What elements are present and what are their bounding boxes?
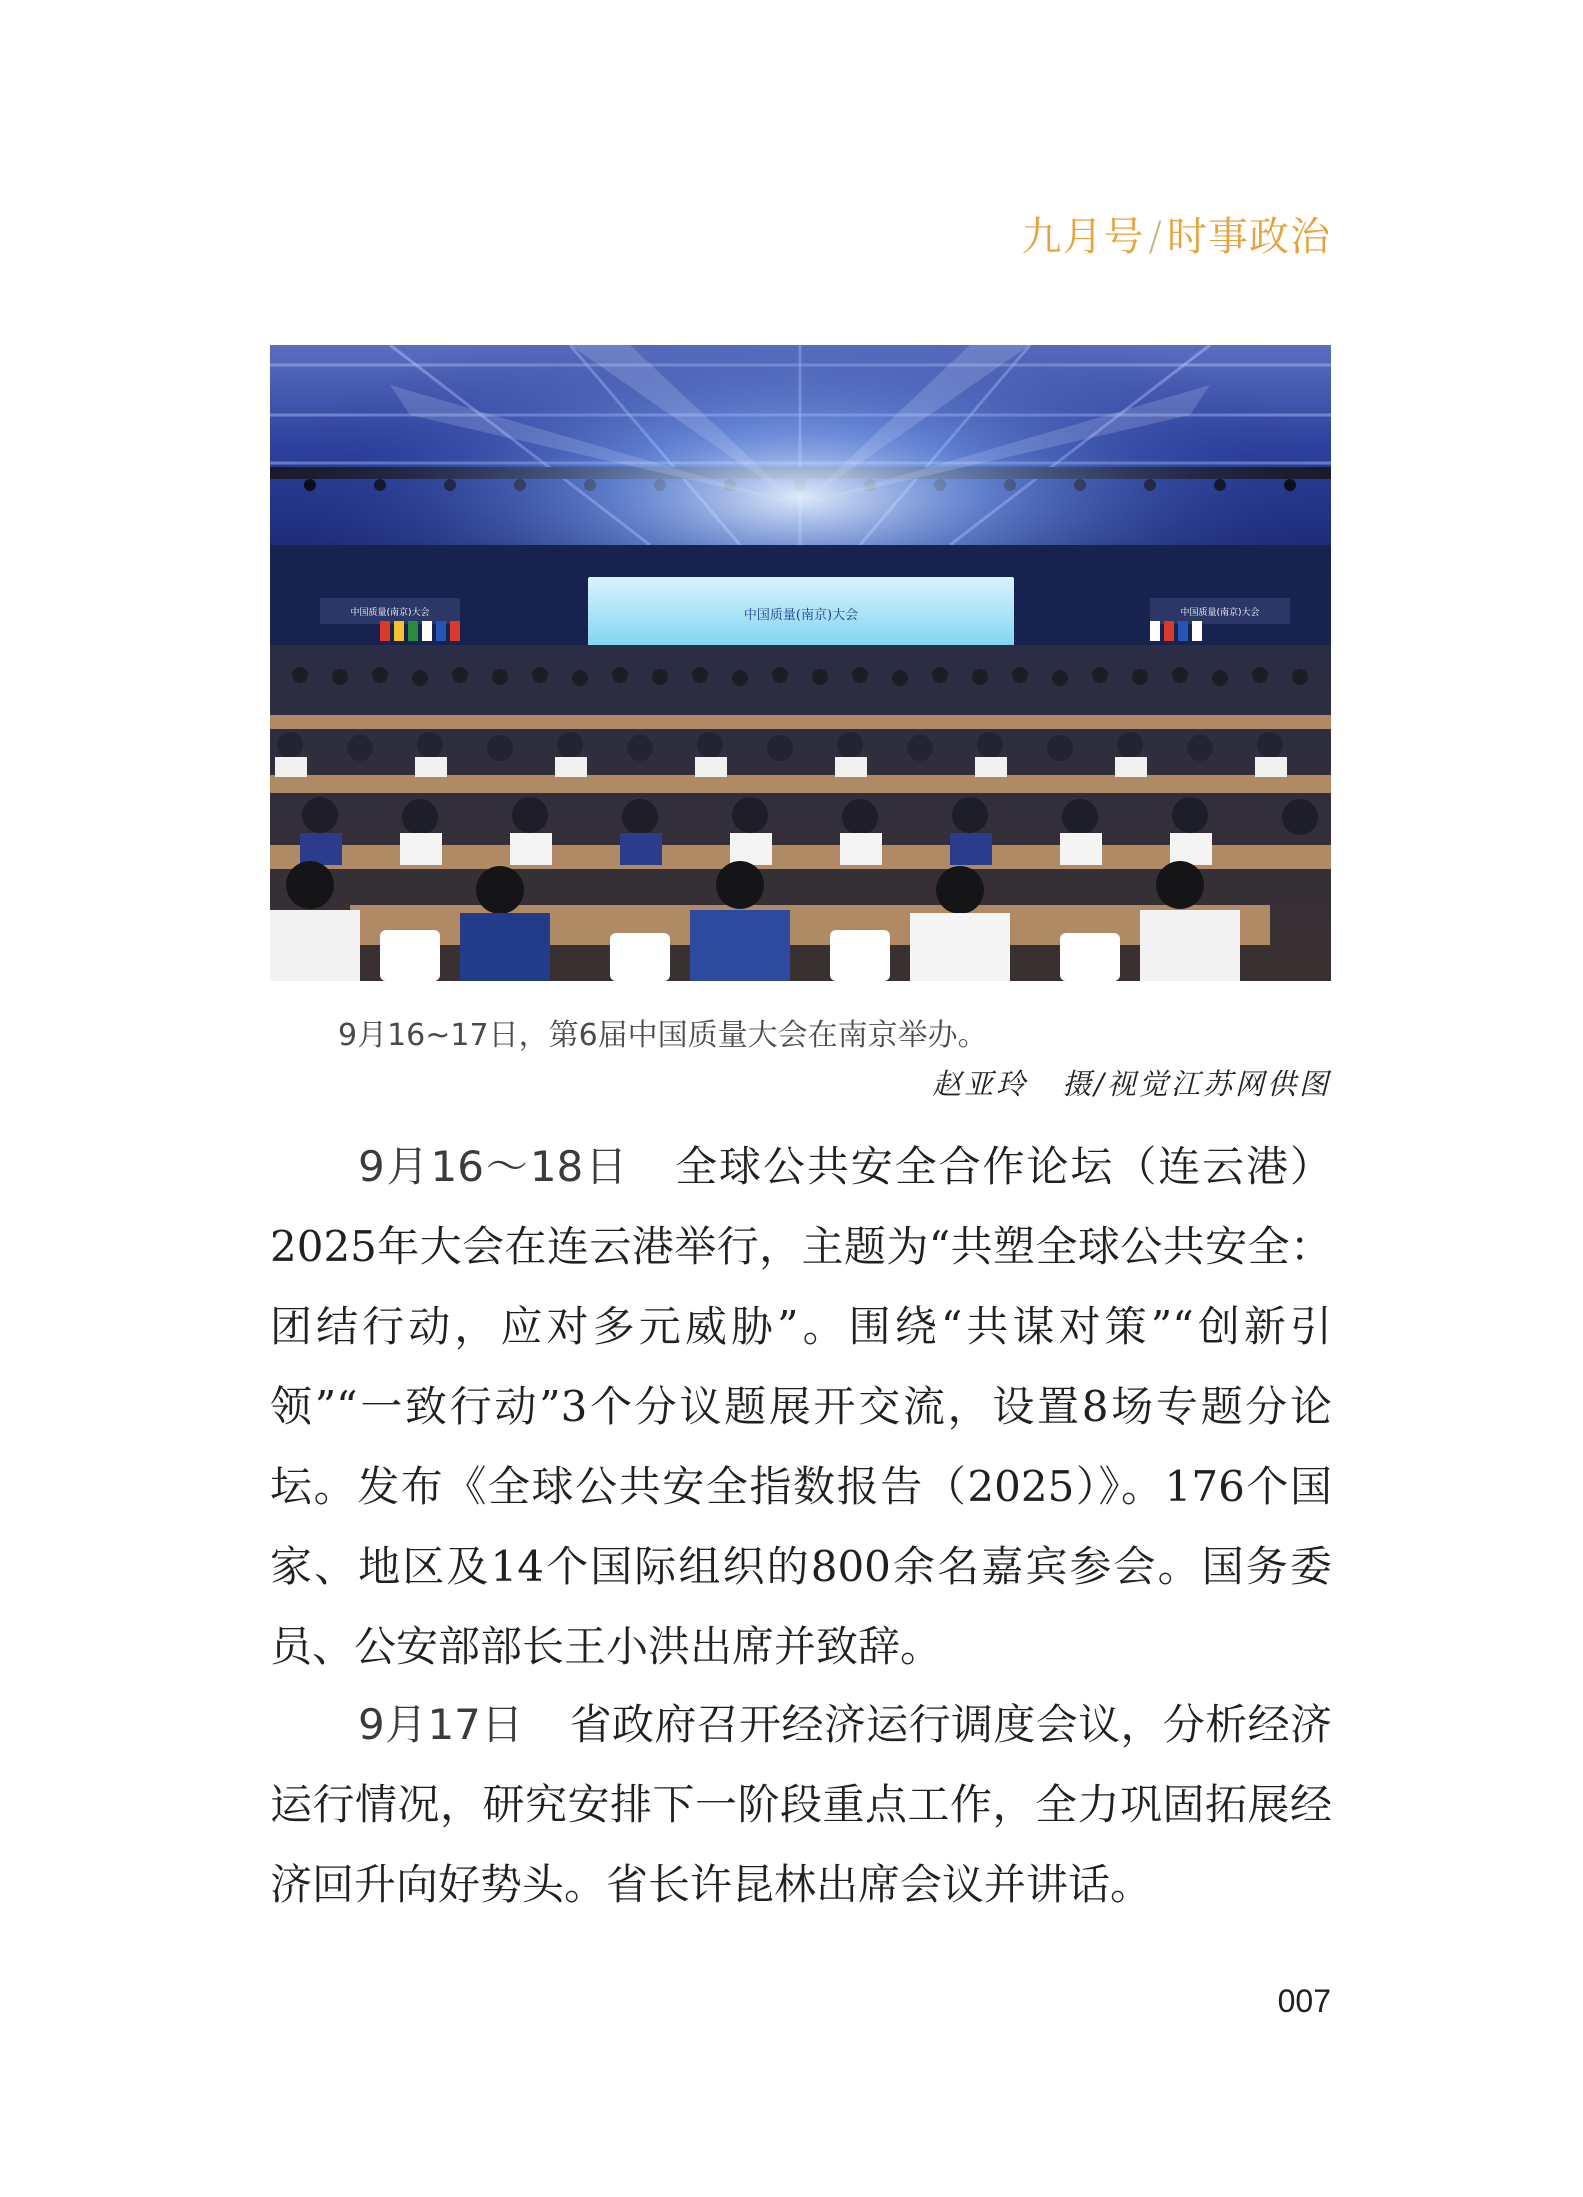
news-item xyxy=(270,1127,1332,1687)
header-issue: 九月号 xyxy=(1021,214,1145,260)
conference-photo xyxy=(270,345,1331,981)
left-banner-text: 中国质量(南京)大会 xyxy=(350,608,430,618)
photo-caption: 9月16~17日，第6届中国质量大会在南京举办。 xyxy=(338,1018,988,1053)
news-date: 9月17日 xyxy=(358,1700,524,1749)
running-header xyxy=(1022,205,1331,262)
news-date: 9月16～18日 xyxy=(358,1142,630,1191)
stage-screen-title: 中国质量(南京)大会 xyxy=(743,608,859,623)
news-body: 省政府召开经济运行调度会议，分析经济运行情况，研究安排下一阶段重点工作，全力巩固拓展经济回升向好势头。省长许昆林出席会议并讲话。 xyxy=(270,1700,1332,1909)
photographer-name: 赵亚玲 xyxy=(932,1067,1029,1101)
credit-source: 摄/视觉江苏网供图 xyxy=(1062,1067,1331,1101)
photo-credit xyxy=(932,1062,1331,1103)
right-banner-text: 中国质量(南京)大会 xyxy=(1180,608,1260,618)
news-body: 全球公共安全合作论坛（连云港）2025年大会在连云港举行，主题为“共塑全球公共安全：团结行动，应对多元威胁”。围绕“共谋对策”“创新引领”“一致行动”3个分议题展开交流，设置8场专题分论坛。发布《全球公共安全指数报告（2025）》。176个国家、地区及14个国际组织的800余名嘉宾参会。国务委员、公安部部长王小洪出席并致辞。 xyxy=(270,1142,1332,1671)
header-separator: / xyxy=(1148,214,1163,260)
header-section: 时事政治 xyxy=(1167,214,1331,260)
news-item xyxy=(270,1685,1332,1925)
page-number: 007 xyxy=(1277,1983,1331,2019)
